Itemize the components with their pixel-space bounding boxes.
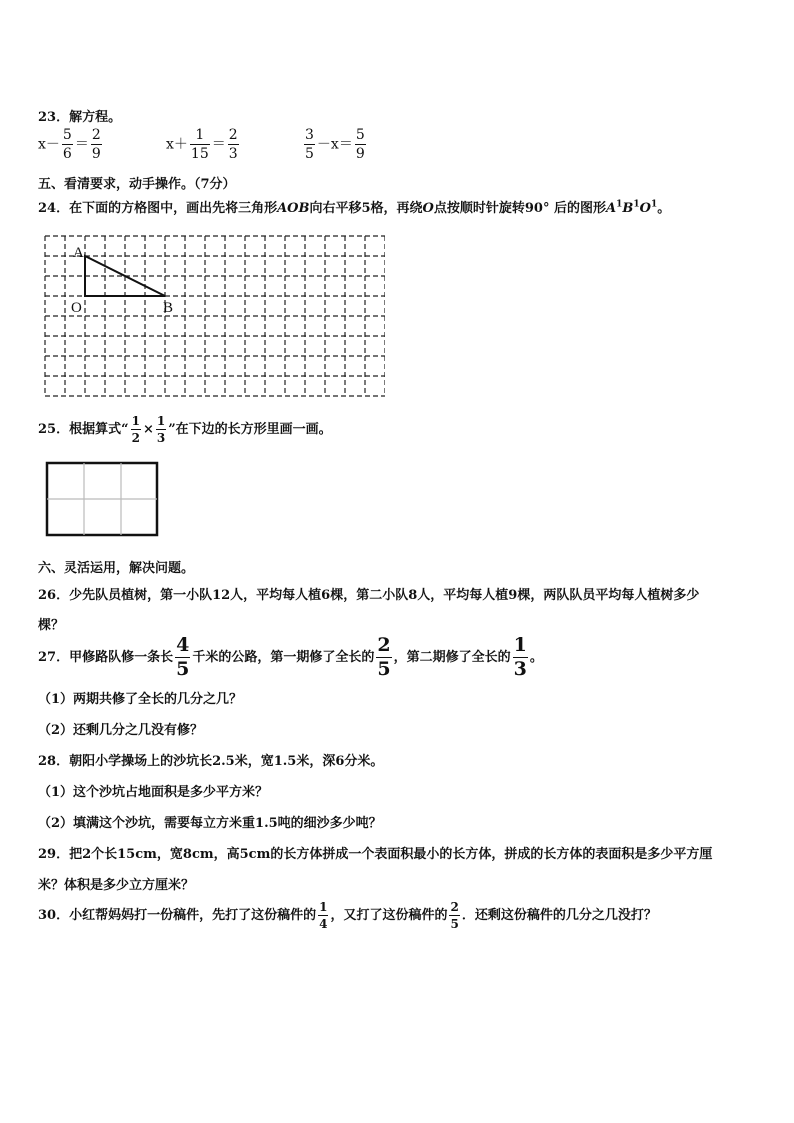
equation-3: $\frac{3}{5}$ －x＝ $\frac{5}{9}$ — [305, 127, 365, 162]
dashed-grid — [45, 236, 385, 396]
section-6-heading: 六、灵活运用，解决问题。 — [38, 561, 195, 576]
question-26-line1: 26．少先队员植树，第一小队12人，平均每人植6棵，第二小队8人，平均每人植9棵，两队队员平均每人植树多少 — [38, 588, 700, 603]
question-24-text: 24．在下面的方格图中，画出先将三角形AOB向右平移5格，再绕O点按顺时针旋转90° 后的图形$A^1B^1O^1$。 — [38, 199, 671, 216]
rectangle-figure — [45, 461, 161, 539]
question-27-text: 27．甲修路队修一条长 $\frac{4}{5}$ 千米的公路，第一期修了全长的 $\frac{2}{5}$ ，第二期修了全长的 $\frac{1}{3}$ 。 — [38, 634, 543, 680]
question-30-text: 30．小红帮妈妈打一份稿件，先打了这份稿件的 $\frac{1}{4}$ ，又打了这份稿件的 $\frac{2}{5}$ ．还剩这份稿件的几分之几没打？ — [38, 900, 657, 931]
question-27-sub2: （2）还剩几分之几没有修？ — [38, 723, 204, 738]
label-a: A — [73, 245, 84, 261]
question-26-line2: 棵？ — [38, 618, 65, 633]
question-27-sub1: （1）两期共修了全长的几分之几？ — [38, 692, 243, 707]
grid-figure — [40, 230, 385, 400]
section-5-heading: 五、看清要求，动手操作。（7分） — [38, 177, 236, 192]
equation-1: x－ $\frac{5}{6}$ ＝ $\frac{2}{9}$ — [38, 127, 101, 162]
question-23-title: 23．解方程。 — [38, 110, 122, 125]
question-29-line1: 29．把2个长15cm，宽8cm，高5cm的长方体拼成一个表面积最小的长方体，拼成的长方体的表面积是多少平方厘 — [38, 847, 713, 862]
question-28-sub1: （1）这个沙坑占地面积是多少平方米？ — [38, 785, 269, 800]
equation-2: x＋ $\frac{1}{15}$ ＝ $\frac{2}{3}$ — [166, 127, 238, 162]
question-29-line2: 米？体积是多少立方厘米？ — [38, 878, 195, 893]
question-25-text: 25．根据算式“ $\frac{1}{2}$ × $\frac{1}{3}$ ”在下边的长方形里画一画。 — [38, 414, 332, 445]
question-28-sub2: （2）填满这个沙坑，需要每立方米重1.5吨的细沙多少吨？ — [38, 816, 382, 831]
question-28-text: 28．朝阳小学操场上的沙坑长2.5米，宽1.5米，深6分米。 — [38, 754, 384, 769]
label-o: O — [71, 300, 82, 316]
label-b: B — [163, 300, 174, 316]
